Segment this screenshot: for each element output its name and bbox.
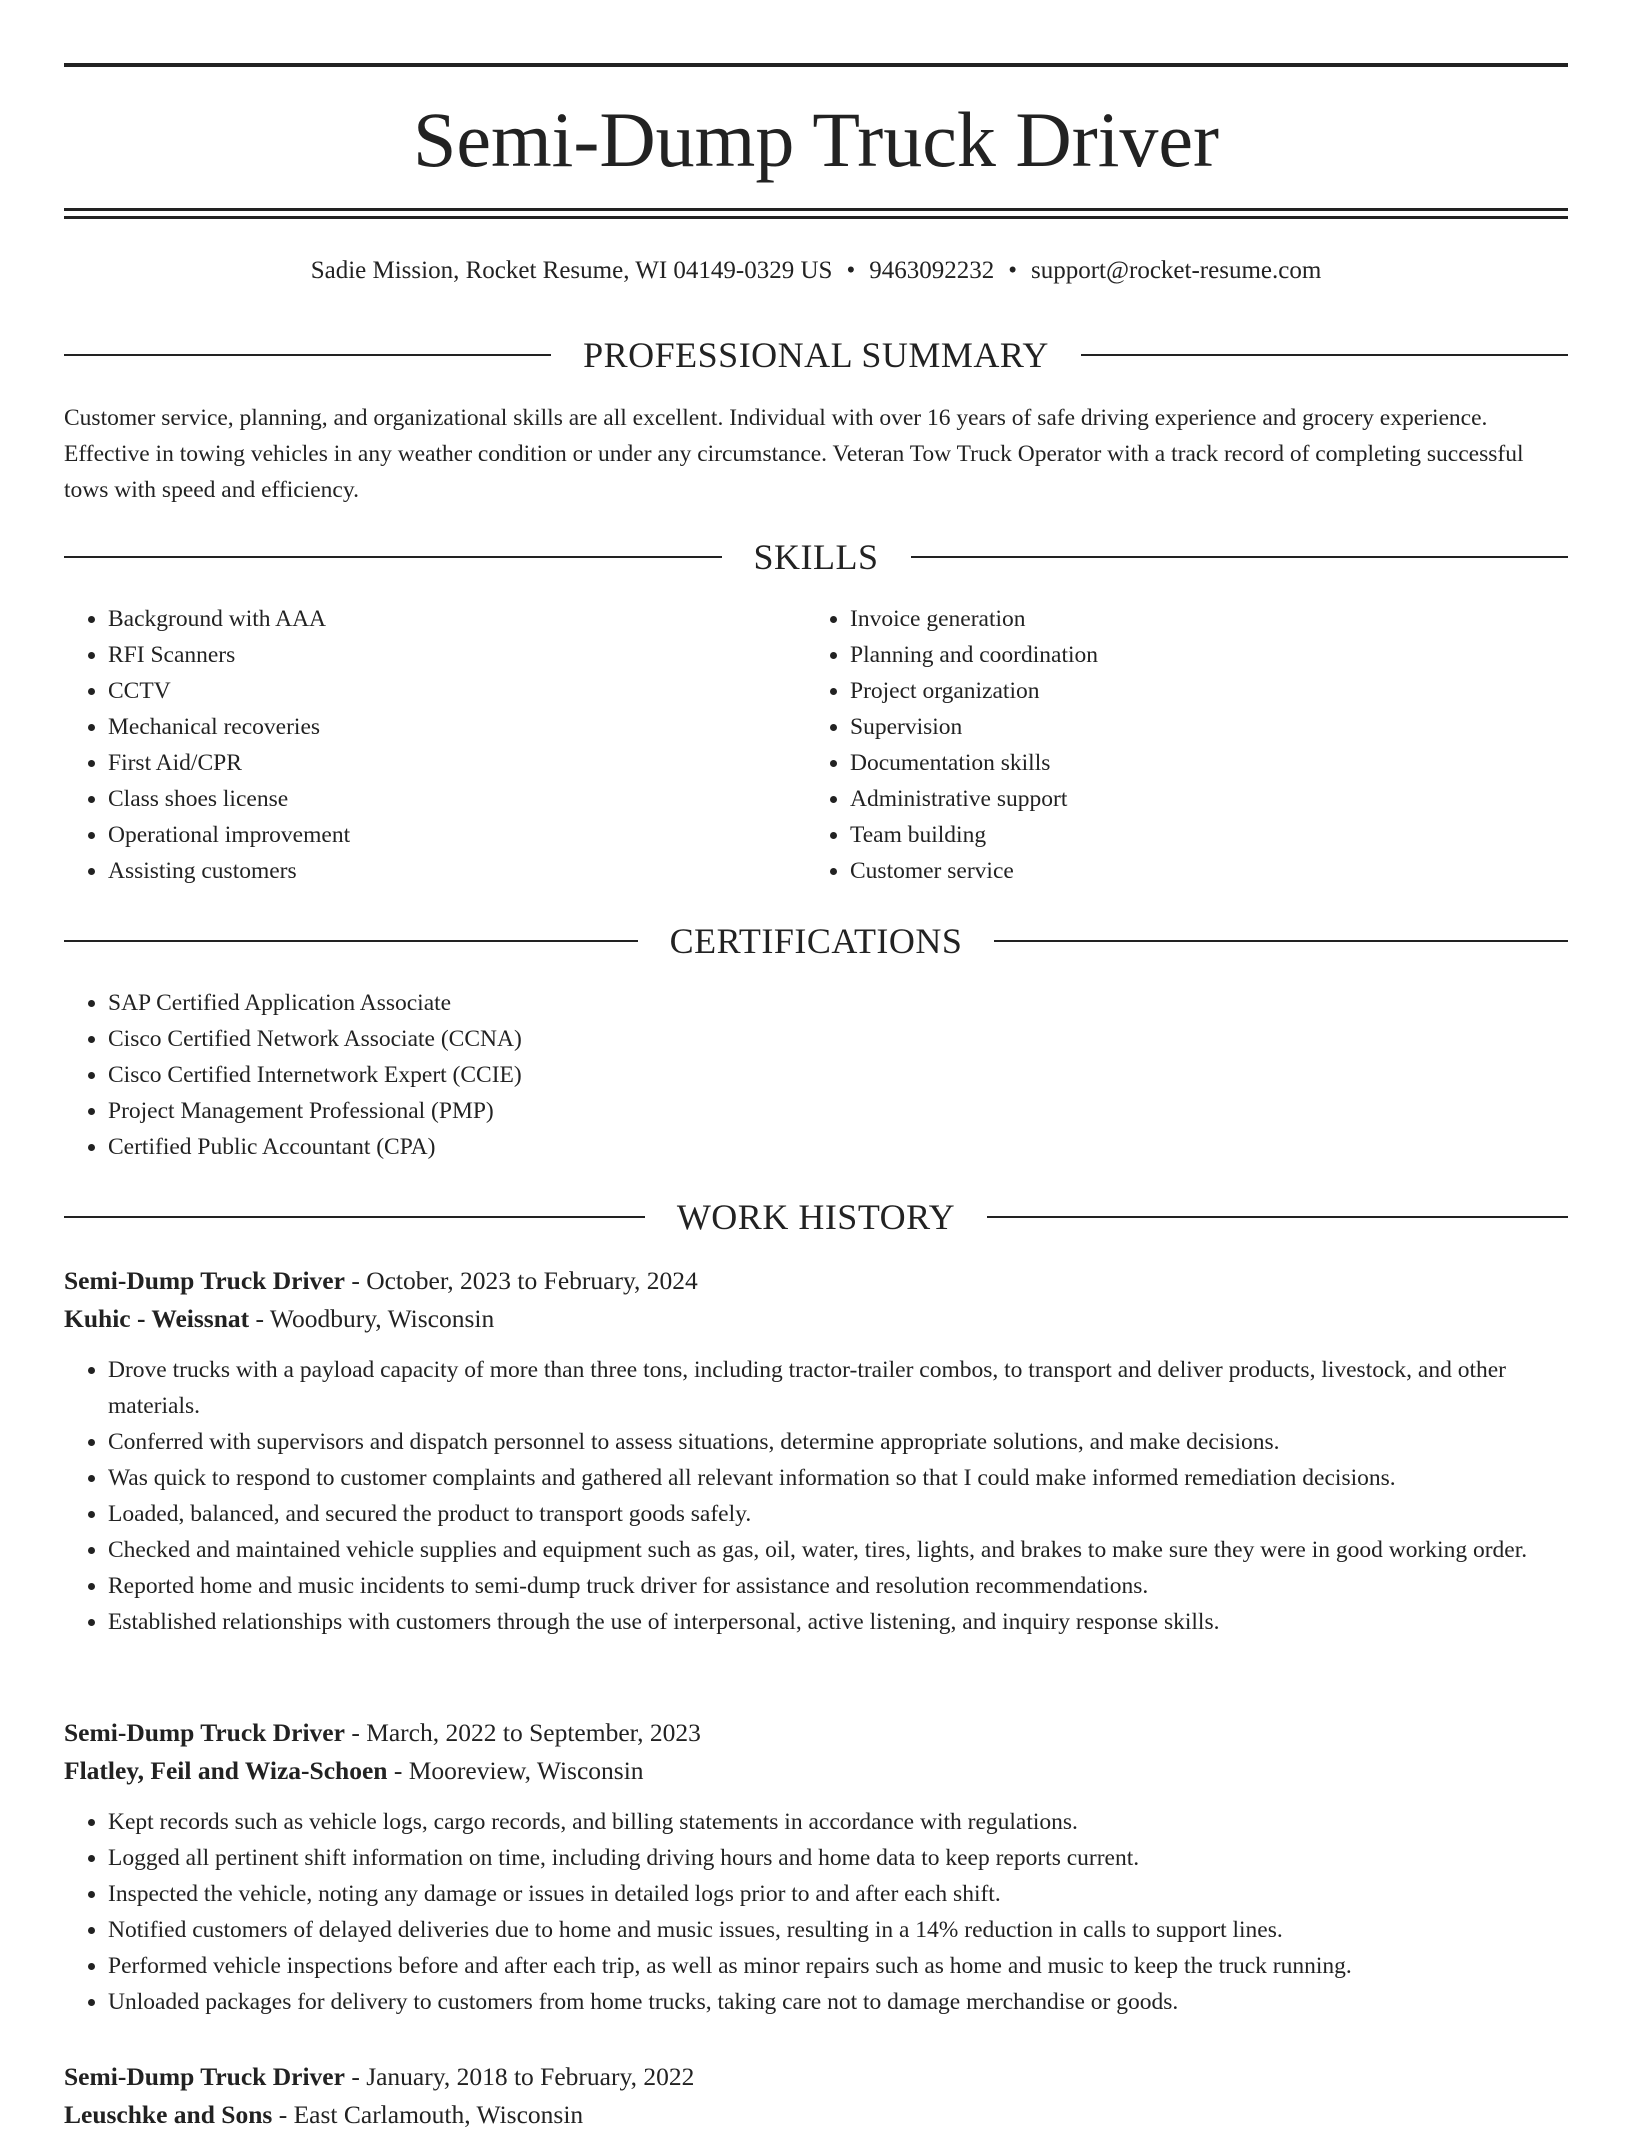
job-bullet-item: • Loaded, balanced, and secured the product to transport goods safely. [108,1496,1568,1532]
job-dates: - January, 2018 to February, 2022 [344,2062,695,2091]
contact-address: Sadie Mission, Rocket Resume, WI 04149-0329 US [310,257,833,284]
resume-name: Semi-Dump Truck Driver [413,96,1219,183]
job-bullet-list [64,1804,1568,2020]
job-entry-1 [64,1262,1568,1640]
skill-item: • CCTV [108,673,804,709]
job-title-line [64,1714,1568,1752]
heading-rule-left [64,354,551,356]
top-rule [64,63,1568,67]
job-bullet-item: • Drove trucks with a payload capacity of more than three tons, including tractor-trailer combos, to transport and deliver products, livestock, and other materials. [108,1352,1568,1424]
job-bullet-item: • Kept records such as vehicle logs, cargo records, and billing statements in accordance with regulations. [108,1804,1568,1840]
skill-item: • Mechanical recoveries [108,709,804,745]
skills-list-right [806,601,1546,889]
job-bullet-item: • Unloaded packages for delivery to customers from home trucks, taking care not to damage merchandise or goods. [108,1984,1568,2020]
heading-rule-right [987,1216,1568,1218]
job-company-line [64,2096,1568,2134]
skill-item: • Assisting customers [108,853,804,889]
job-dates: - October, 2023 to February, 2024 [344,1266,698,1295]
skills-column-left [64,601,804,889]
job-bullet-item: • Performed vehicle inspections before and after each trip, as well as minor repairs such as home and music to keep the truck running. [108,1948,1568,1984]
skills-heading [64,533,1568,581]
job-bullet-item: • Established relationships with customers through the use of interpersonal, active listening, and inquiry response skills. [108,1604,1568,1640]
job-location: - East Carlamouth, Wisconsin [272,2100,584,2129]
job-bullet-item: • Was quick to respond to customer complaints and gathered all relevant information so that I could make informed remediation decisions. [108,1460,1568,1496]
work-history-heading-title: WORK HISTORY [676,1197,956,1237]
certifications-heading [64,917,1568,965]
summary-text: Customer service, planning, and organizational skills are all excellent. Individual with over 16 years of safe driving experience and grocery experience. Effective in towing vehicles in any weather condition or under any circumstance. Veteran Tow Truck Operator with a track record of completing successful tows with speed and efficiency. [64,405,1524,503]
work-history-heading [64,1193,1568,1241]
heading-rule-left [64,940,638,942]
heading-rule-right [1081,354,1568,356]
job-bullet-item: • Notified customers of delayed deliveries due to home and music issues, resulting in a 14% reduction in calls to support lines. [108,1912,1568,1948]
certification-item: • Project Management Professional (PMP) [108,1093,1568,1129]
certifications-block [64,985,1568,1165]
job-entry-2 [64,1714,1568,2020]
certification-item: • Cisco Certified Network Associate (CCNA) [108,1021,1568,1057]
certification-item: • Certified Public Accountant (CPA) [108,1129,1568,1165]
skill-item: • Planning and coordination [850,637,1546,673]
summary-heading [64,331,1568,379]
skill-item: • Operational improvement [108,817,804,853]
skill-item: • Customer service [850,853,1546,889]
job-company: Leuschke and Sons [64,2100,273,2129]
skill-item: • Class shoes license [108,781,804,817]
job-title-line [64,2058,1568,2096]
skills-heading-title: SKILLS [753,537,879,577]
skill-item: • Invoice generation [850,601,1546,637]
heading-rule-left [64,1216,645,1218]
header-double-rule [64,208,1568,219]
job-bullet-item: • Conferred with supervisors and dispatch personnel to assess situations, determine appropriate solutions, and make decisions. [108,1424,1568,1460]
skill-item: • First Aid/CPR [108,745,804,781]
job-bullet-item: • Inspected the vehicle, noting any damage or issues in detailed logs prior to and after each shift. [108,1876,1568,1912]
job-company-line [64,1300,1568,1338]
heading-rule-left [64,556,722,558]
summary-heading-title: PROFESSIONAL SUMMARY [583,335,1049,375]
certification-item: • SAP Certified Application Associate [108,985,1568,1021]
job-title: Semi-Dump Truck Driver [64,1266,345,1295]
job-title: Semi-Dump Truck Driver [64,1718,345,1747]
job-location: - Woodbury, Wisconsin [249,1304,495,1333]
job-title-line [64,1262,1568,1300]
skill-item: • Team building [850,817,1546,853]
skills-list-left [64,601,804,889]
contact-phone: 9463092232 [869,257,995,284]
job-company-line [64,1752,1568,1790]
skills-column-right [806,601,1546,889]
job-dates: - March, 2022 to September, 2023 [344,1718,701,1747]
skill-item: • Administrative support [850,781,1546,817]
job-entry-3 [64,2058,1568,2134]
skill-item: • Background with AAA [108,601,804,637]
certification-item: • Cisco Certified Internetwork Expert (CCIE) [108,1057,1568,1093]
job-title: Semi-Dump Truck Driver [64,2062,345,2091]
job-bullet-list [64,1352,1568,1640]
contact-line [64,254,1568,288]
job-bullet-item: • Checked and maintained vehicle supplies and equipment such as gas, oil, water, tires, lights, and brakes to make sure they were in good working order. [108,1532,1568,1568]
contact-separator: • [1008,257,1017,284]
certifications-heading-title: CERTIFICATIONS [669,921,963,961]
contact-email: support@rocket-resume.com [1030,257,1322,284]
job-bullet-item: • Logged all pertinent shift information on time, including driving hours and home data to keep reports current. [108,1840,1568,1876]
heading-rule-right [994,940,1568,942]
skill-item: • Documentation skills [850,745,1546,781]
job-company: Flatley, Feil and Wiza-Schoen [64,1756,388,1785]
job-location: - Mooreview, Wisconsin [387,1756,644,1785]
skill-item: • Supervision [850,709,1546,745]
skill-item: • Project organization [850,673,1546,709]
heading-rule-right [911,556,1569,558]
job-company: Kuhic - Weissnat [64,1304,250,1333]
job-bullet-item: • Reported home and music incidents to semi-dump truck driver for assistance and resolution recommendations. [108,1568,1568,1604]
certifications-list [64,985,1568,1165]
skill-item: • RFI Scanners [108,637,804,673]
contact-separator: • [846,257,856,284]
